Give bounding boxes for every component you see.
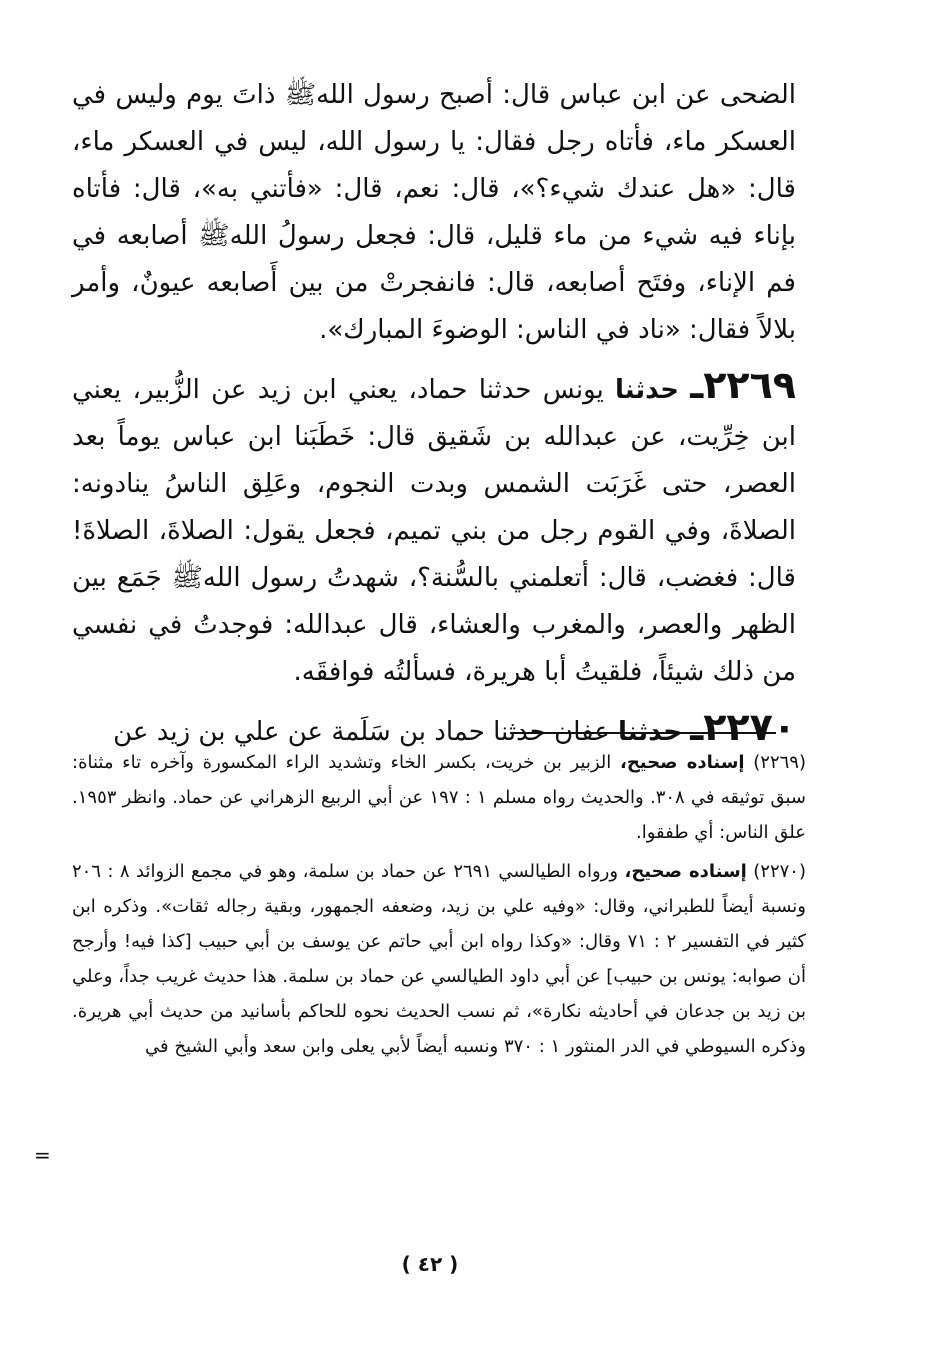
footnote-number: (٢٢٧٠) [753, 861, 806, 882]
continuation-mark: = [34, 1143, 51, 1167]
footnote-heading: إسناده صحيح، [619, 752, 745, 773]
footnote-number: (٢٢٦٩) [753, 752, 806, 773]
hadith-number: ٢٢٧٠ـ [690, 705, 796, 749]
footnote-text: ورواه الطيالسي ٢٦٩١ عن حماد بن سلمة، وهو في مجمع الزوائد ٨ : ٢٠٦ ونسبة أيضاً للطبراني، وقال: «وفيه علي بن زيد، وضعفه الجمهور، وبقية رجاله ثقات». وذكره ابن كثير في التفسير ٢ : ٧١ وقال: «وكذا رواه ابن أبي حاتم عن يوسف بن أبي حبيب [كذا فيه! وأرجح أن صوابه: يونس بن حبيب] عن أبي داود الطيالسي عن حماد بن سلمة. هذا حديث غريب جداً، وعلي بن زيد بن جدعان في أحاديثه نكارة»، ثم نسب الحديث نحوه للحاكم بأسانيد من حديث أبي هريرة. وذكره السيوطي في الدر المنثور ١ : ٣٧٠ ونسبه أيضاً لأبي يعلى وابن سعد وأبي الشيخ في [72, 861, 806, 1057]
hadith-text: يونس حدثنا حماد، يعني ابن زيد عن الزُّبير، يعني ابن خِرِّيت، عن عبدالله بن شَقيق قال: خَطَبَنا ابن عباس يوماً بعد العصر، حتى غَرَبَت الشمس وبدت النجوم، وعَلِق الناسُ ينادونه: الصلاةَ، وفي القوم رجل من بني تميم، فجعل يقول: الصلاةَ، الصلاةَ! قال: فغضب، قال: أتعلمني بالسُّنة؟، شهدتُ رسول اللهﷺ جَمَع بين الظهر والعصر، والمغرب والعشاء، قال عبدالله: فوجدتُ في نفسي من ذلك شيئاً، فلقيتُ أبا هريرة، فسألتُه فوافقَه. [72, 375, 796, 687]
hadith-heading: حدثنا [618, 717, 682, 747]
footnote-2270 [72, 854, 806, 1064]
footnotes [72, 745, 806, 1068]
hadith-heading: حدثنا [615, 375, 679, 405]
footnote-2269 [72, 745, 806, 850]
hadith-number: ٢٢٦٩ـ [690, 363, 796, 407]
footnote-heading: إسناده صحيح، [624, 861, 747, 882]
hadith-2269 [72, 362, 796, 696]
hadith-text: عفان حدثنا حماد بن سَلَمة عن علي بن زيد عن [113, 717, 610, 747]
paragraph-continued: الضحى عن ابن عباس قال: أصبح رسول اللهﷺ ذاتَ يوم وليس في العسكر ماء، فأتاه رجل فقال: يا رسول الله، ليس في العسكر ماء، قال: «هل عندك شيء؟»، قال: نعم، قال: «فأتني به»، قال: فأتاه بإناء فيه شيء من ماء قليل، قال: فجعل رسولُ اللهﷺ أصابعه في فم الإناء، وفتَح أصابعه، قال: فانفجرتْ من بين أَصابعه عيونٌ، وأمر بلالاً فقال: «ناد في الناس: الوضوءَ المبارك». [72, 80, 796, 345]
footnote-separator [510, 732, 776, 734]
main-text [72, 72, 796, 756]
footnote-text: الزبير بن خريت، بكسر الخاء وتشديد الراء المكسورة وآخره تاء مثناة: سبق توثيقه في ٣٠٨. والحديث رواه مسلم ١ : ١٩٧ عن أبي الربيع الزهراني عن حماد. وانظر ١٩٥٣. علق الناس: أي طفقوا. [72, 752, 806, 843]
page-number: ( ٤٢ ) [401, 1252, 459, 1276]
